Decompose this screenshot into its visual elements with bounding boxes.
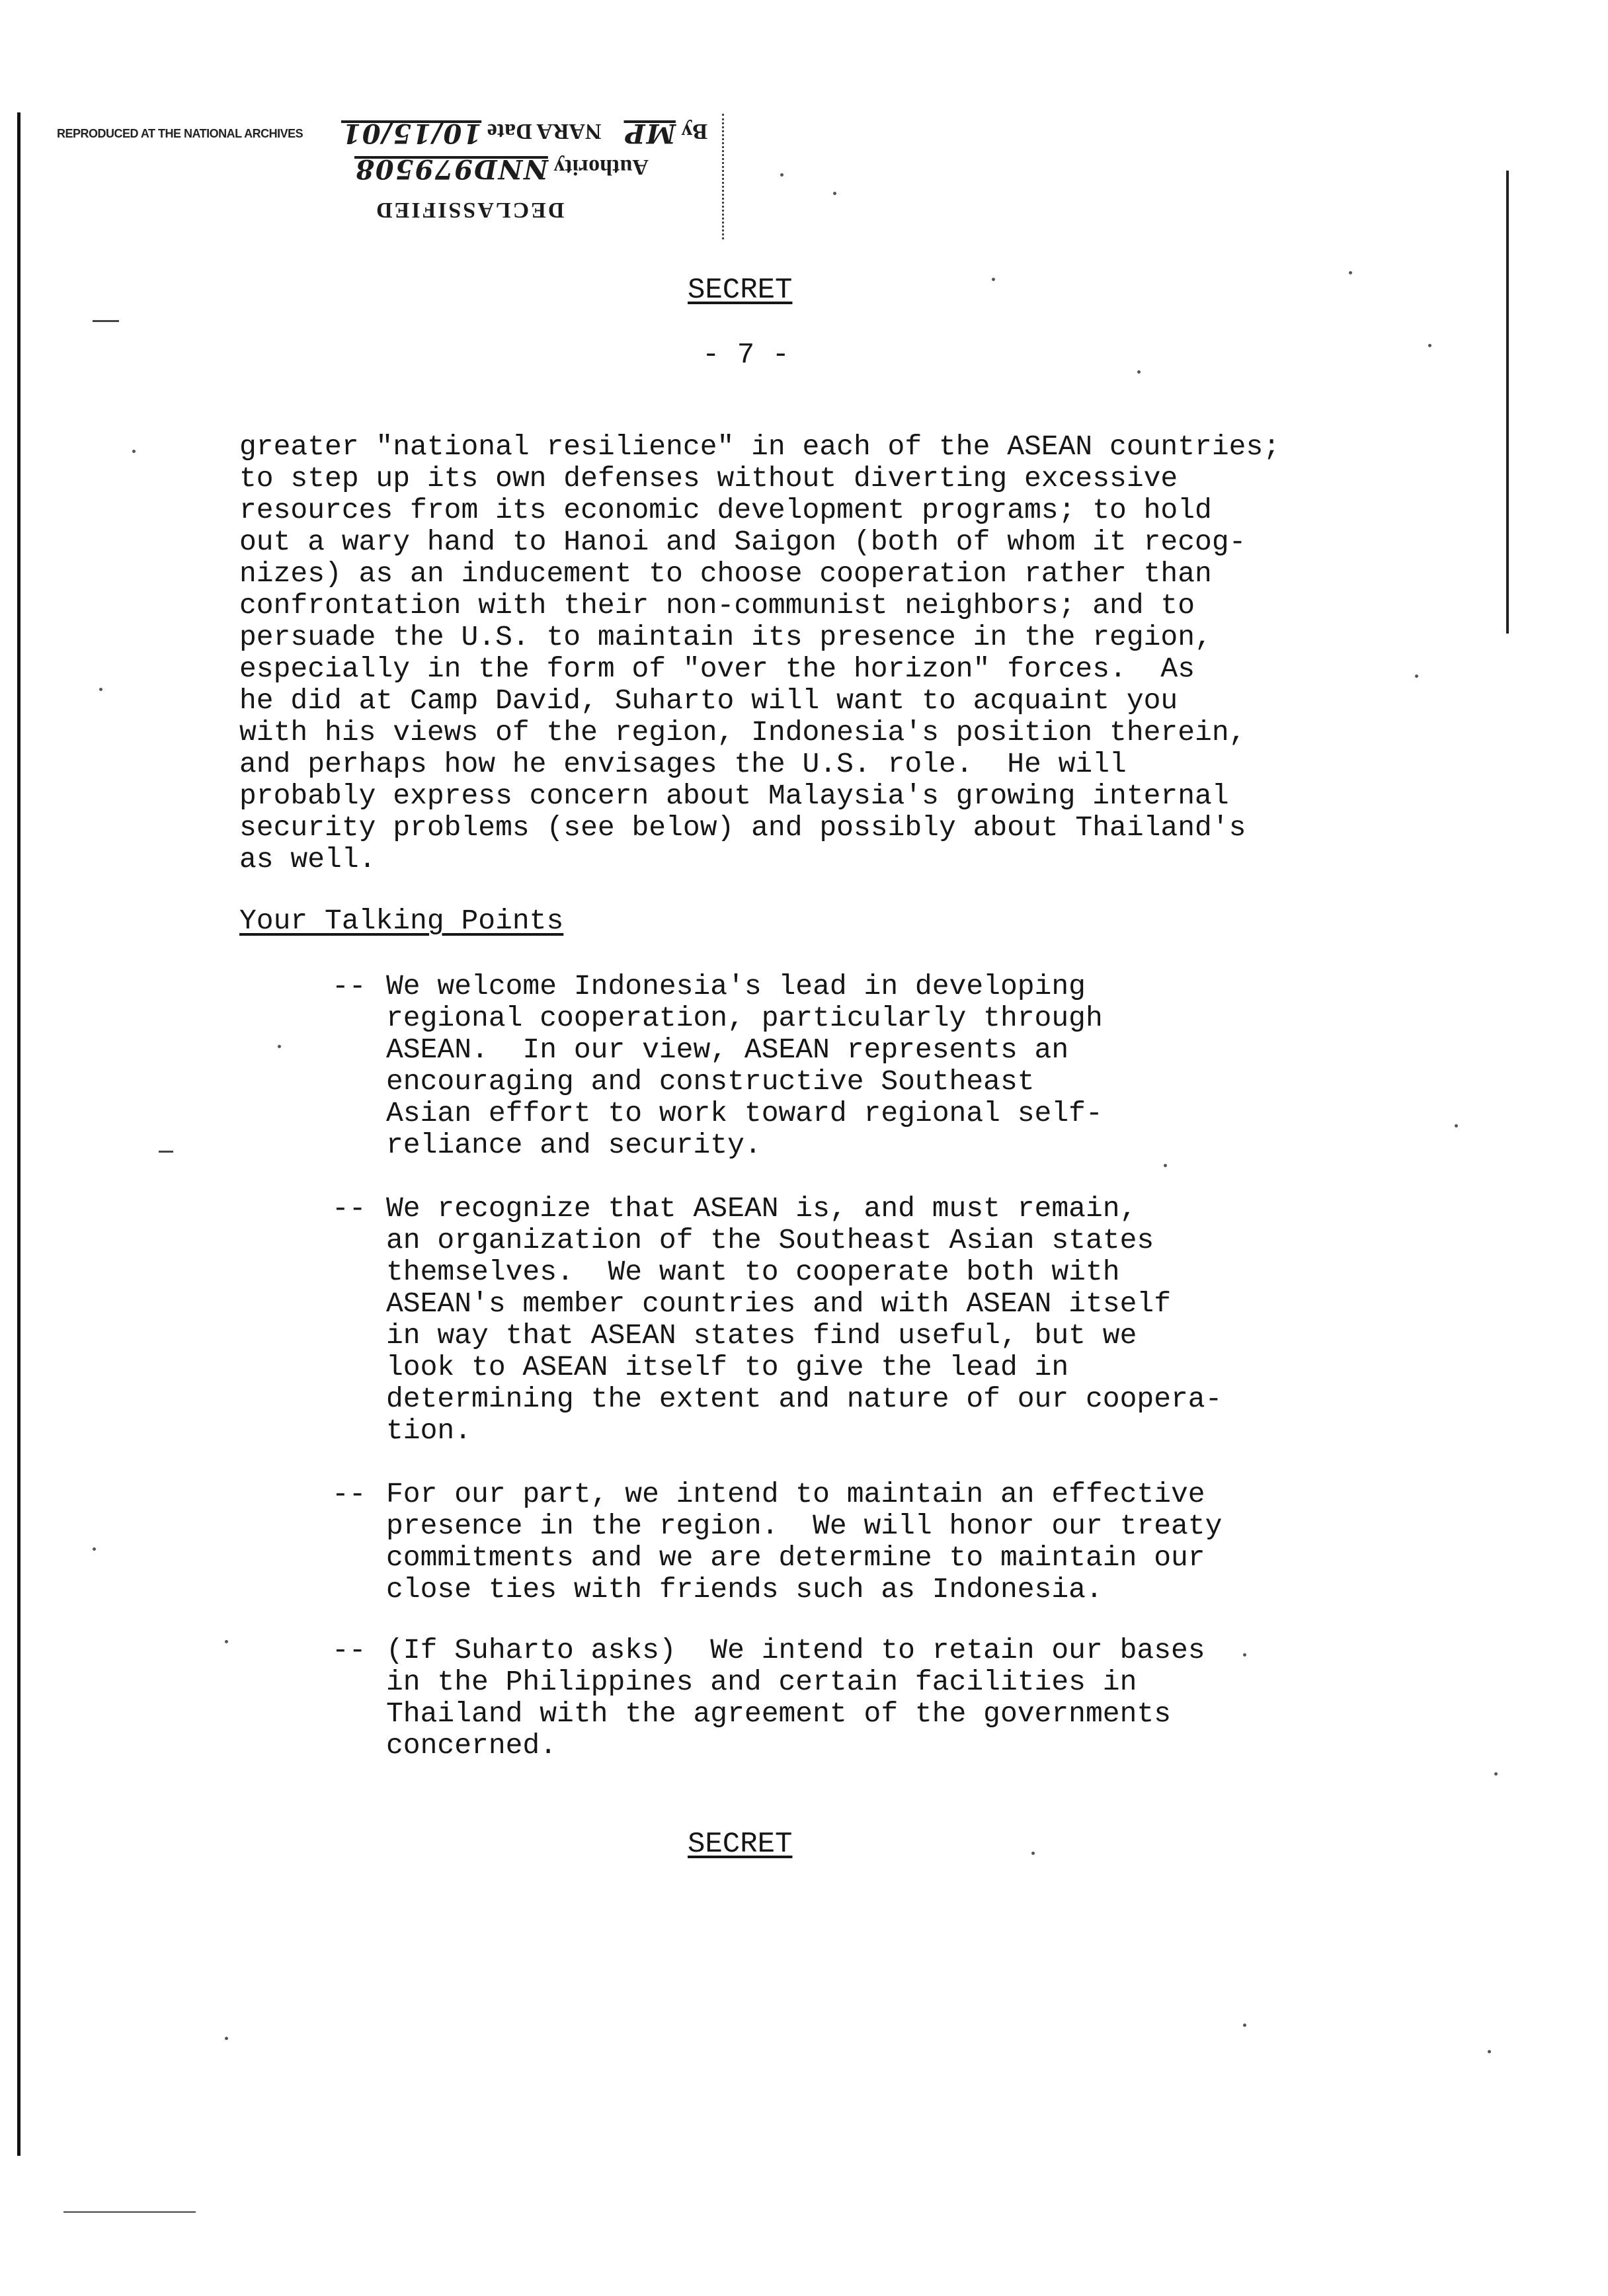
stamp-border (722, 114, 725, 239)
page-number: - 7 - (702, 339, 790, 372)
scan-speck (99, 688, 102, 691)
scan-speck (992, 278, 995, 281)
bullet-dash: -- (332, 1634, 366, 1666)
talking-point-item (332, 1479, 1363, 1606)
scan-speck (1455, 1124, 1458, 1128)
declassification-stamp (57, 112, 725, 238)
scan-speck (833, 192, 836, 195)
talking-point-item (332, 971, 1363, 1161)
scan-speck (1415, 675, 1418, 678)
scan-right-edge (1506, 171, 1509, 634)
stamp-authority-label: Authority (553, 155, 649, 179)
talking-points-heading: Your Talking Points (239, 905, 564, 937)
scan-speck (132, 450, 136, 453)
stamp-by-initials: MP (623, 118, 676, 149)
bullet-dash: -- (332, 1192, 366, 1225)
national-archives-label: REPRODUCED AT THE NATIONAL ARCHIVES (57, 127, 303, 140)
stamp-by-label: By (681, 119, 708, 144)
body-paragraph: greater "national resilience" in each of the ASEAN countries; to step up its own defenses without diverting excessive resources from its economic development programs; to hold out a wary hand to Hanoi and Saigon (both of whom it recog- nizes) as an inducement to choose cooperation rather than confrontation with their non-communist neighbors; and to persuade the U.S. to maintain its presence in the region, especially in the form of "over the horizon" forces. As he did at Camp David, Suharto will want to acquaint you with his views of the region, Indonesia's position therein, and perhaps how he envisages the U.S. role. He will probably express concern about Malaysia's growing internal security problems (see below) and possibly about Thailand's as well. (239, 430, 1281, 876)
scan-speck (225, 2037, 228, 2040)
stamp-nara-date: 10/15/01 (341, 118, 482, 149)
talking-point-text: We recognize that ASEAN is, and must remain, an organization of the Southeast Asian states themselves. We want to cooperate both with ASEAN's member countries and with ASEAN itself in way that ASEAN states find useful, but we look to ASEAN itself to give the lead in determining the extent and nature of our coopera- tion. (386, 1192, 1223, 1447)
scan-mark (159, 1151, 173, 1153)
talking-point-item (332, 1635, 1363, 1762)
scan-speck (225, 1640, 228, 1643)
scan-speck (1243, 2024, 1246, 2027)
talking-point-text: For our part, we intend to maintain an effective presence in the region. We will honor our treaty commitments and we are determine to maintain our close ties with friends such as Indonesia. (386, 1478, 1223, 1606)
talking-point-text: (If Suharto asks) We intend to retain our bases in the Philippines and certain facilities in Thailand with the agreement of the governments concerned. (386, 1634, 1205, 1762)
scan-speck (1164, 1164, 1167, 1167)
scan-speck (1428, 344, 1431, 347)
bullet-dash: -- (332, 1478, 366, 1510)
talking-point-text: We welcome Indonesia's lead in developing regional cooperation, particularly through ASEAN. In our view, ASEAN represents an encouraging and constructive Southeast Asian effort to work toward regional self- reliance and security. (386, 970, 1103, 1161)
talking-point-item (332, 1193, 1363, 1447)
scan-speck (780, 173, 784, 177)
stamp-nara-label: NARA Date (487, 119, 602, 144)
stamp-line-by-nara (341, 118, 707, 149)
scan-speck (1494, 1772, 1498, 1776)
scan-speck (1137, 370, 1141, 374)
scan-speck (93, 1547, 96, 1551)
scan-speck (1488, 2050, 1491, 2053)
stamp-declassified-label: DECLASSIFIED (374, 198, 565, 222)
stamp-authority-code: NND979508 (354, 153, 548, 184)
scan-left-edge (17, 112, 20, 2156)
bullet-dash: -- (332, 970, 366, 1003)
stamp-line-authority (354, 153, 649, 184)
classification-marking-top: SECRET (688, 274, 793, 307)
scan-speck (278, 1045, 281, 1048)
scan-speck (1031, 1852, 1035, 1855)
scan-mark (93, 320, 119, 322)
scan-speck (1349, 271, 1352, 274)
scan-speck (1243, 1653, 1246, 1657)
scan-mark (63, 2211, 196, 2213)
classification-marking-bottom: SECRET (688, 1828, 793, 1861)
